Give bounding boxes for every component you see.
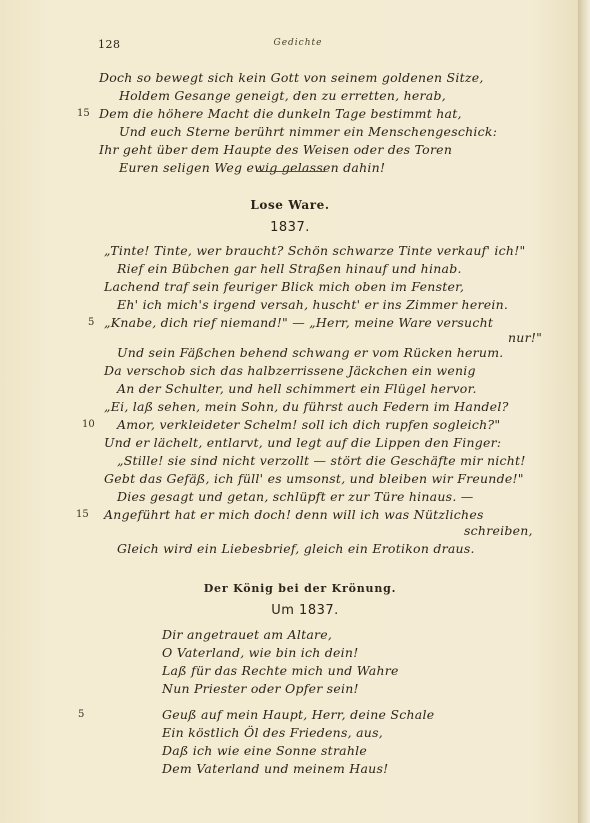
verse-line: Dies gesagt und getan, schlüpft er zur Türe hinaus. — bbox=[117, 489, 474, 504]
verse-line: Ein köstlich Öl des Friedens, aus, bbox=[162, 725, 383, 740]
verse-line: Angeführt hat er mich doch! denn will ich was Nützliches bbox=[104, 507, 484, 522]
page-number: 128 bbox=[98, 38, 121, 51]
poem-title: Der König bei der Krönung. bbox=[203, 582, 397, 595]
verse-line: „Tinte! Tinte, wer braucht? Schön schwarze Tinte verkauf' ich!" bbox=[104, 243, 526, 258]
verse-line: Nun Priester oder Opfer sein! bbox=[162, 681, 359, 696]
verse-line: Und sein Fäßchen behend schwang er vom Rücken herum. bbox=[117, 345, 504, 360]
line-number: 10 bbox=[82, 419, 95, 430]
verse-line: Gebt das Gefäß, ich füll' es umsonst, und bleiben wir Freunde!" bbox=[104, 471, 524, 486]
page-header bbox=[98, 38, 498, 54]
verse-line-continuation: schreiben, bbox=[464, 523, 533, 538]
verse-line: Amor, verkleideter Schelm! soll ich dich rupfen sogleich?" bbox=[117, 417, 501, 432]
section-divider bbox=[257, 171, 325, 172]
verse-line: An der Schulter, und hell schimmert ein Flügel hervor. bbox=[117, 381, 477, 396]
verse-line: „Knabe, dich rief niemand!" — „Herr, meine Ware versucht bbox=[104, 315, 494, 330]
verse-line: „Ei, laß sehen, mein Sohn, du führst auch Federn im Handel? bbox=[104, 399, 509, 414]
verse-line: Laß für das Rechte mich und Wahre bbox=[162, 663, 399, 678]
line-number: 5 bbox=[88, 317, 95, 328]
poem-date: 1837. bbox=[270, 220, 310, 235]
verse-line: Dir angetrauet am Altare, bbox=[162, 627, 333, 642]
verse-line: Dem Vaterland und meinem Haus! bbox=[162, 761, 389, 776]
verse-line: Da verschob sich das halbzerrissene Jäckchen ein wenig bbox=[104, 363, 476, 378]
verse-line: Daß ich wie eine Sonne strahle bbox=[162, 743, 368, 758]
verse-line: Ihr geht über dem Haupte des Weisen oder des Toren bbox=[99, 142, 453, 157]
verse-line: Doch so bewegt sich kein Gott von seinem goldenen Sitze, bbox=[99, 70, 484, 85]
line-number: 5 bbox=[78, 709, 85, 720]
verse-line: Gleich wird ein Liebesbrief, gleich ein Erotikon draus. bbox=[117, 541, 475, 556]
poem-title: Lose Ware. bbox=[250, 198, 330, 212]
verse-line-continuation: nur!" bbox=[508, 330, 543, 345]
line-number: 15 bbox=[77, 108, 90, 119]
verse-line: Holdem Gesange geneigt, den zu erretten, herab, bbox=[119, 88, 446, 103]
verse-line: Eh' ich mich's irgend versah, huscht' er ins Zimmer herein. bbox=[117, 297, 509, 312]
line-number: 15 bbox=[76, 509, 89, 520]
running-head: Gedichte bbox=[273, 38, 323, 48]
page-edge bbox=[578, 0, 590, 823]
verse-line: O Vaterland, wie bin ich dein! bbox=[162, 645, 359, 660]
verse-line: Und euch Sterne berührt nimmer ein Menschengeschick: bbox=[119, 124, 498, 139]
verse-line: Dem die höhere Macht die dunkeln Tage bestimmt hat, bbox=[99, 106, 462, 121]
verse-line: Euren seligen Weg ewig gelassen dahin! bbox=[119, 160, 386, 175]
verse-line: Lachend traf sein feuriger Blick mich oben im Fenster, bbox=[104, 279, 465, 294]
verse-line: Und er lächelt, entlarvt, und legt auf die Lippen den Finger: bbox=[104, 435, 502, 450]
verse-line: Rief ein Bübchen gar hell Straßen hinauf und hinab. bbox=[117, 261, 462, 276]
poem-date: Um 1837. bbox=[271, 603, 339, 618]
verse-line: Geuß auf mein Haupt, Herr, deine Schale bbox=[162, 707, 435, 722]
verse-line: „Stille! sie sind nicht verzollt — stört die Geschäfte mir nicht! bbox=[117, 453, 526, 468]
